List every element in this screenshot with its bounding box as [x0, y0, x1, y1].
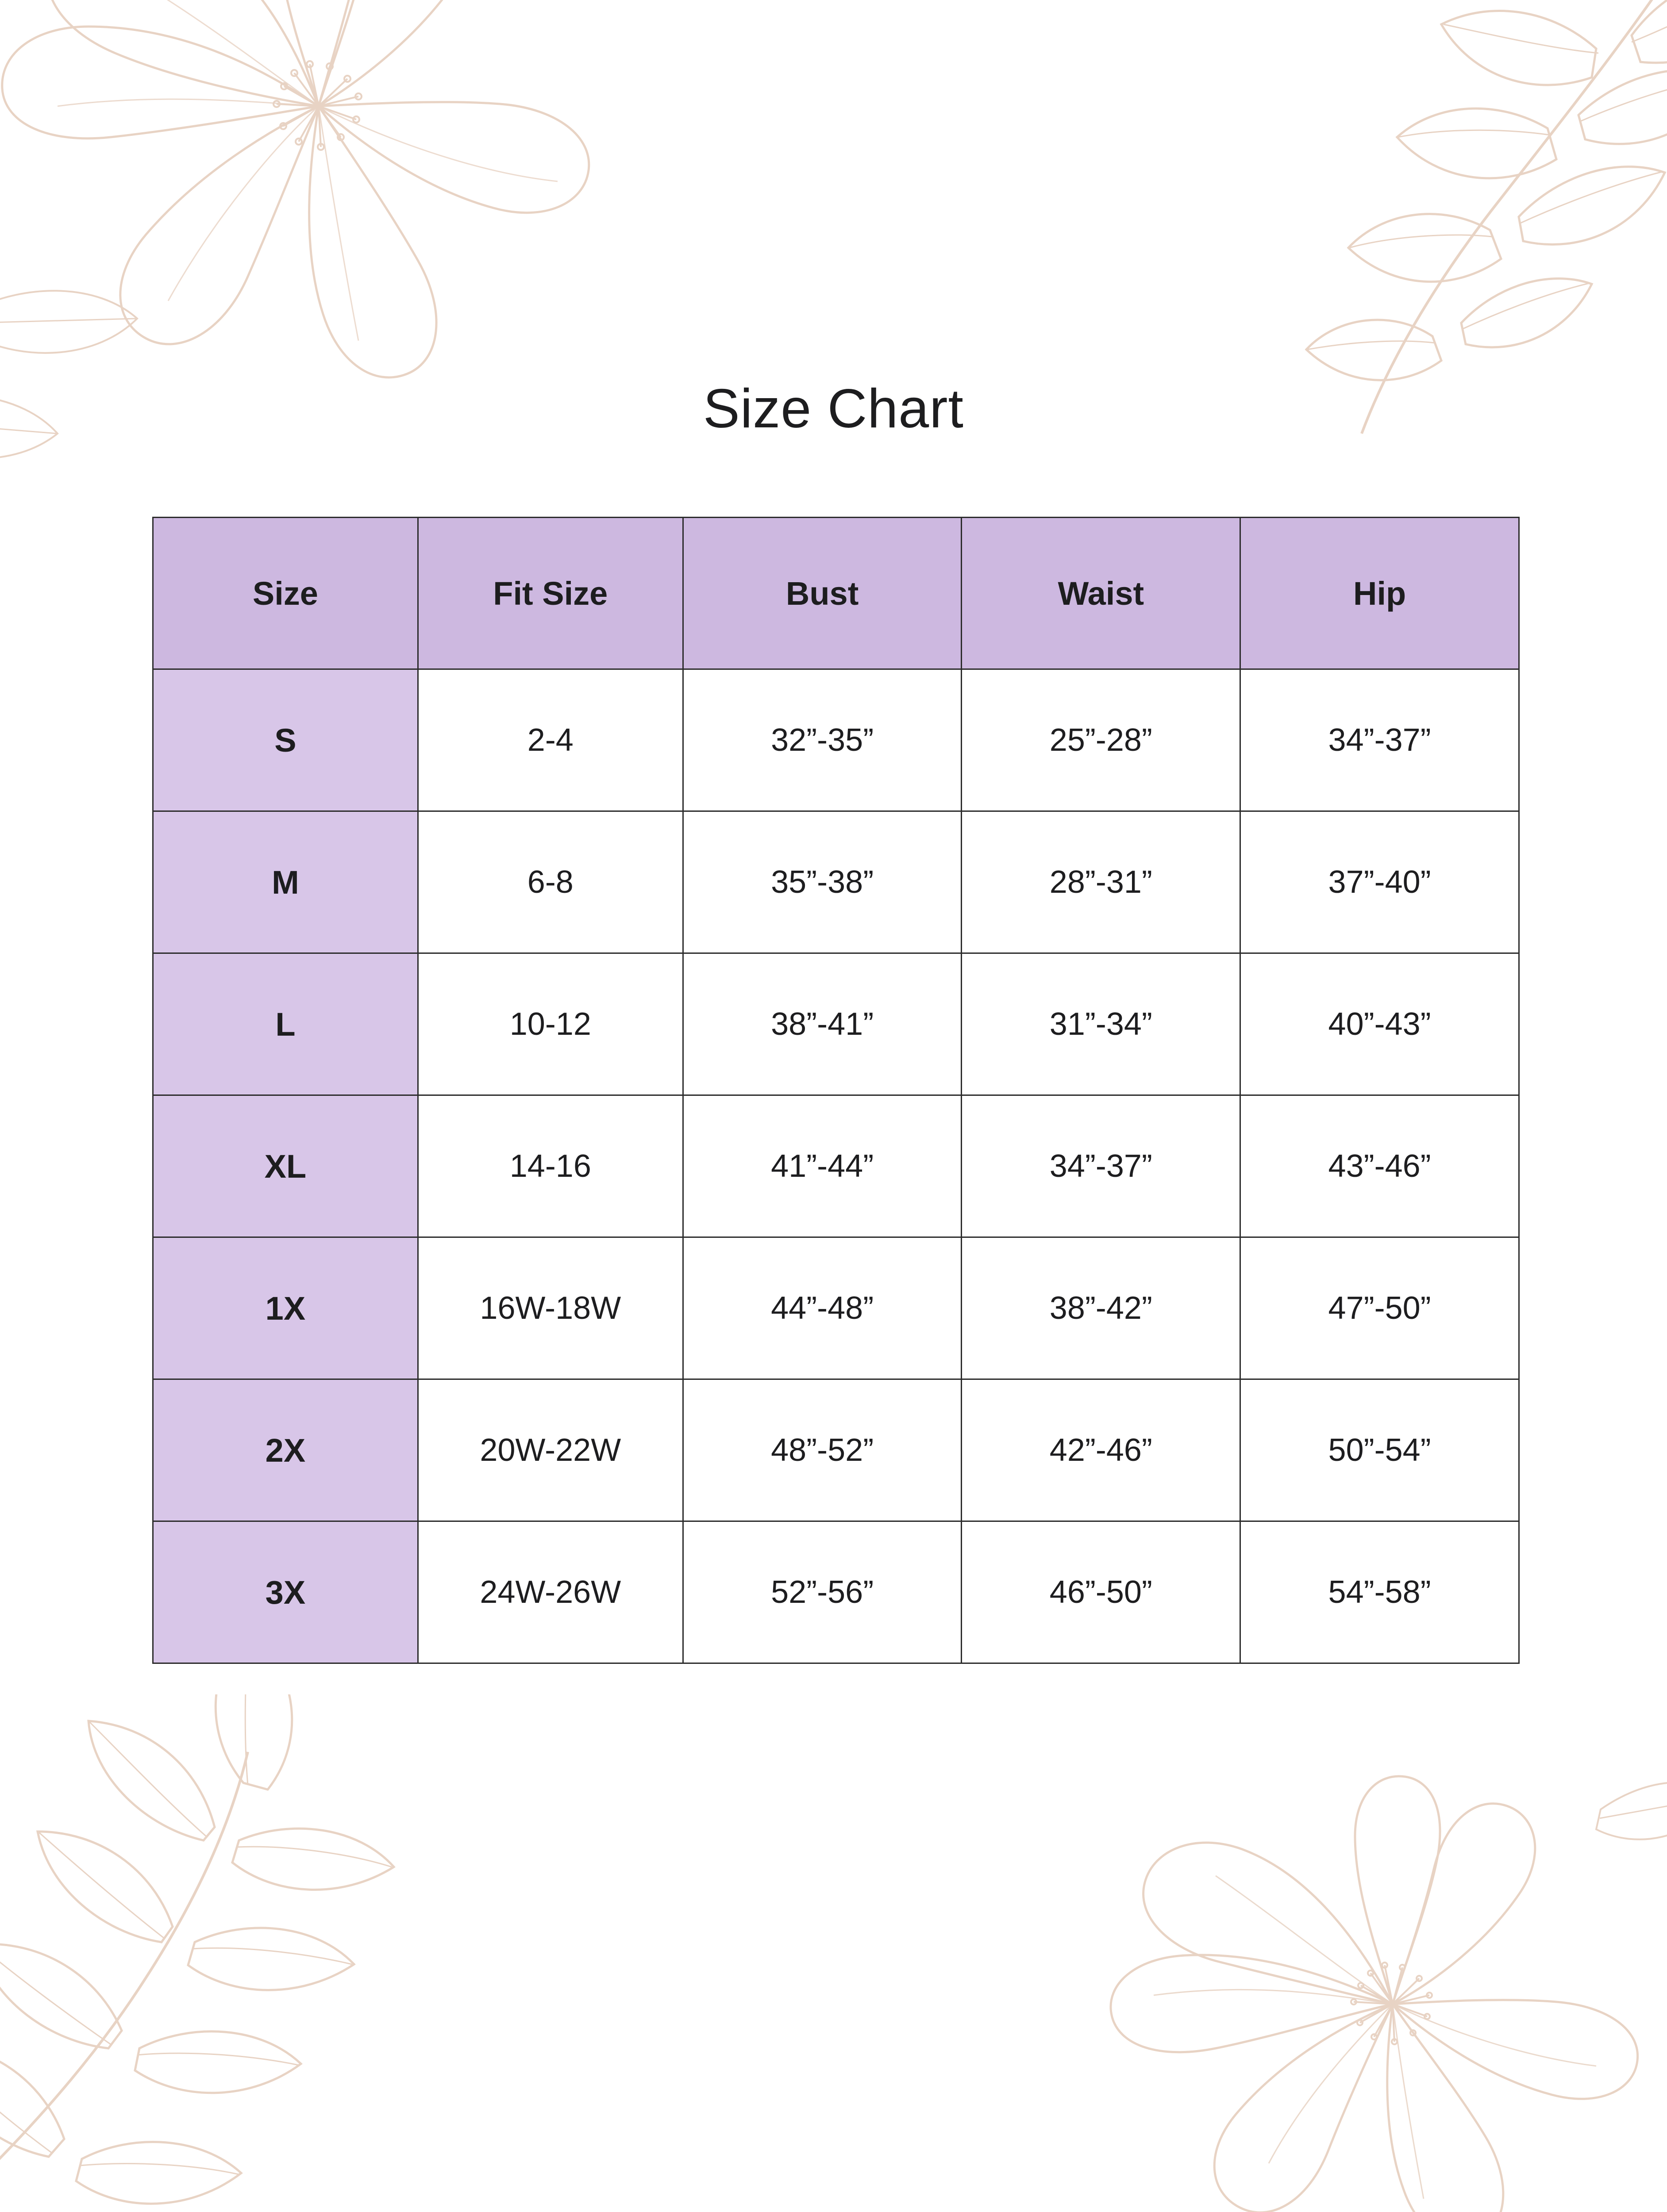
cell-bust: 48”-52”	[683, 1379, 962, 1521]
cell-waist: 31”-34”	[962, 953, 1240, 1095]
cell-size: 3X	[153, 1521, 418, 1663]
cell-hip: 34”-37”	[1240, 669, 1519, 811]
column-header-bust: Bust	[683, 518, 962, 669]
table-row	[153, 1379, 1519, 1521]
cell-waist: 42”-46”	[962, 1379, 1240, 1521]
cell-bust: 44”-48”	[683, 1237, 962, 1379]
table-header-row	[153, 518, 1519, 669]
cell-size: 2X	[153, 1379, 418, 1521]
table-row	[153, 669, 1519, 811]
cell-waist: 46”-50”	[962, 1521, 1240, 1663]
cell-hip: 37”-40”	[1240, 811, 1519, 953]
cell-size: XL	[153, 1095, 418, 1237]
cell-fit-size: 16W-18W	[418, 1237, 683, 1379]
cell-fit-size: 10-12	[418, 953, 683, 1095]
size-chart-table	[152, 517, 1520, 1664]
cell-bust: 35”-38”	[683, 811, 962, 953]
cell-bust: 52”-56”	[683, 1521, 962, 1663]
cell-fit-size: 20W-22W	[418, 1379, 683, 1521]
cell-hip: 54”-58”	[1240, 1521, 1519, 1663]
cell-bust: 32”-35”	[683, 669, 962, 811]
cell-waist: 34”-37”	[962, 1095, 1240, 1237]
size-chart-table-container	[152, 517, 1520, 1664]
cell-bust: 38”-41”	[683, 953, 962, 1095]
cell-fit-size: 24W-26W	[418, 1521, 683, 1663]
page-title: Size Chart	[703, 378, 964, 440]
cell-waist: 38”-42”	[962, 1237, 1240, 1379]
cell-size: M	[153, 811, 418, 953]
column-header-size: Size	[153, 518, 418, 669]
column-header-waist: Waist	[962, 518, 1240, 669]
cell-fit-size: 14-16	[418, 1095, 683, 1237]
cell-size: S	[153, 669, 418, 811]
cell-size: 1X	[153, 1237, 418, 1379]
cell-hip: 47”-50”	[1240, 1237, 1519, 1379]
column-header-fit-size: Fit Size	[418, 518, 683, 669]
cell-waist: 28”-31”	[962, 811, 1240, 953]
cell-size: L	[153, 953, 418, 1095]
table-row	[153, 811, 1519, 953]
cell-hip: 40”-43”	[1240, 953, 1519, 1095]
cell-fit-size: 6-8	[418, 811, 683, 953]
table-row	[153, 953, 1519, 1095]
table-row	[153, 1095, 1519, 1237]
cell-fit-size: 2-4	[418, 669, 683, 811]
table-row	[153, 1237, 1519, 1379]
cell-bust: 41”-44”	[683, 1095, 962, 1237]
table-row	[153, 1521, 1519, 1663]
cell-waist: 25”-28”	[962, 669, 1240, 811]
cell-hip: 50”-54”	[1240, 1379, 1519, 1521]
column-header-hip: Hip	[1240, 518, 1519, 669]
cell-hip: 43”-46”	[1240, 1095, 1519, 1237]
